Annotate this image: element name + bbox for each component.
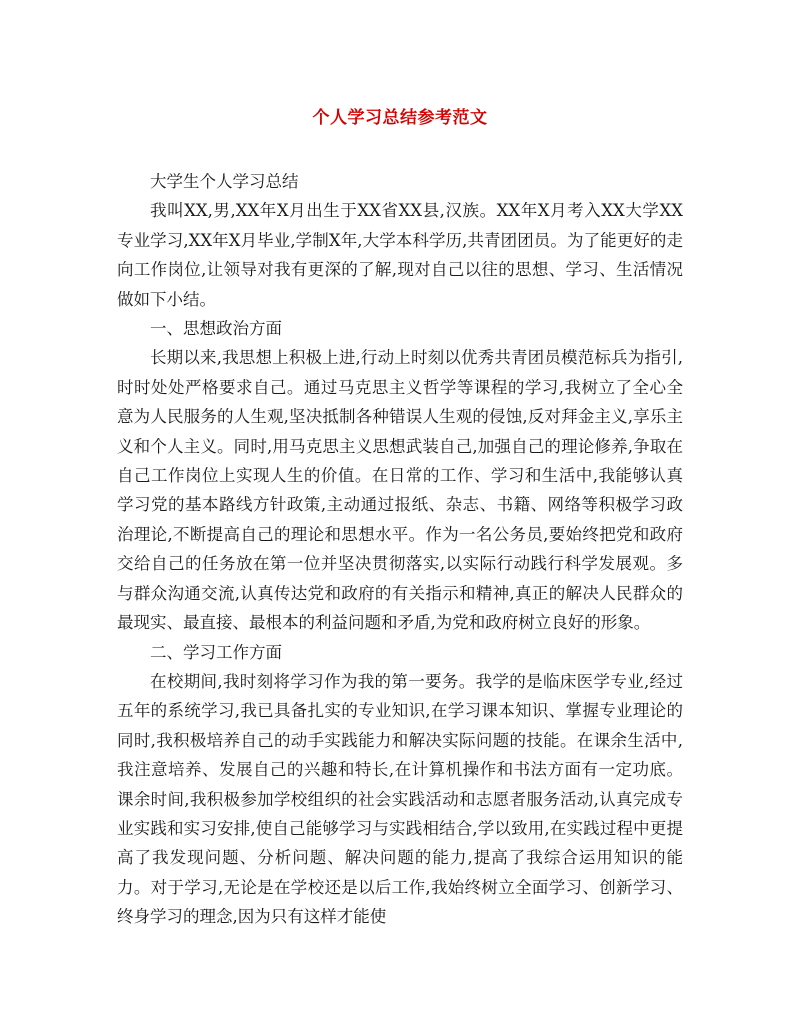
section-heading-study-work: 二、学习工作方面	[150, 642, 282, 662]
paragraph-study-work: 在校期间,我时刻将学习作为我的第一要务。我学的是临床医学专业,经过五年的系统学习,我已具备扎实的专业知识,在学习课本知识、掌握专业理论的同时,我积极培养自己的动手实践能力和解决实际问题的技能。在课余生活中,我注意培养、发展自己的兴趣和特长,在计算机操作和书法方面有一定功底。课余时间,我积极参加学校组织的社会实践活动和志愿者服务活动,认真完成专业实践和实习安排,使自己能够学习与实践相结合,学以致用,在实践过程中更提高了我发现问题、分析问题、解决问题的能力,提高了我综合运用知识的能力。对于学习,无论是在学校还是以后工作,我始终树立全面学习、创新学习、终身学习的理念,因为只有这样才能使	[117, 671, 683, 927]
document-body	[117, 167, 683, 932]
paragraph-political: 长期以来,我思想上积极上进,行动上时刻以优秀共青团员模范标兵为指引,时时处处严格要求自己。通过马克思主义哲学等课程的学习,我树立了全心全意为人民服务的人生观,坚决抵制各种错误人生观的侵蚀,反对拜金主义,享乐主义和个人主义。同时,用马克思主义思想武装自己,加强自己的理论修养,争取在自己工作岗位上实现人生的价值。在日常的工作、学习和生活中,我能够认真学习党的基本路线方针政策,主动通过报纸、杂志、书籍、网络等积极学习政治理论,不断提高自己的理论和思想水平。作为一名公务员,要始终把党和政府交给自己的任务放在第一位并坚决贯彻落实,以实际行动践行科学发展观。多与群众沟通交流,认真传达党和政府的有关指示和精神,真正的解决人民群众的最现实、最直接、最根本的利益问题和矛盾,为党和政府树立良好的形象。	[117, 348, 683, 633]
document-title: 个人学习总结参考范文	[312, 108, 488, 128]
paragraph-subtitle: 大学生个人学习总结	[150, 172, 299, 191]
section-heading-political: 一、思想政治方面	[150, 319, 282, 339]
paragraph-intro: 我叫XX,男,XX年X月出生于XX省XX县,汉族。XX年X月考入XX大学XX专业学习,XX年X月毕业,学制X年,大学本科学历,共青团团员。为了能更好的走向工作岗位,让领导对我有更深的了解,现对自己以往的思想、学习、生活情况做如下小结。	[117, 201, 683, 309]
